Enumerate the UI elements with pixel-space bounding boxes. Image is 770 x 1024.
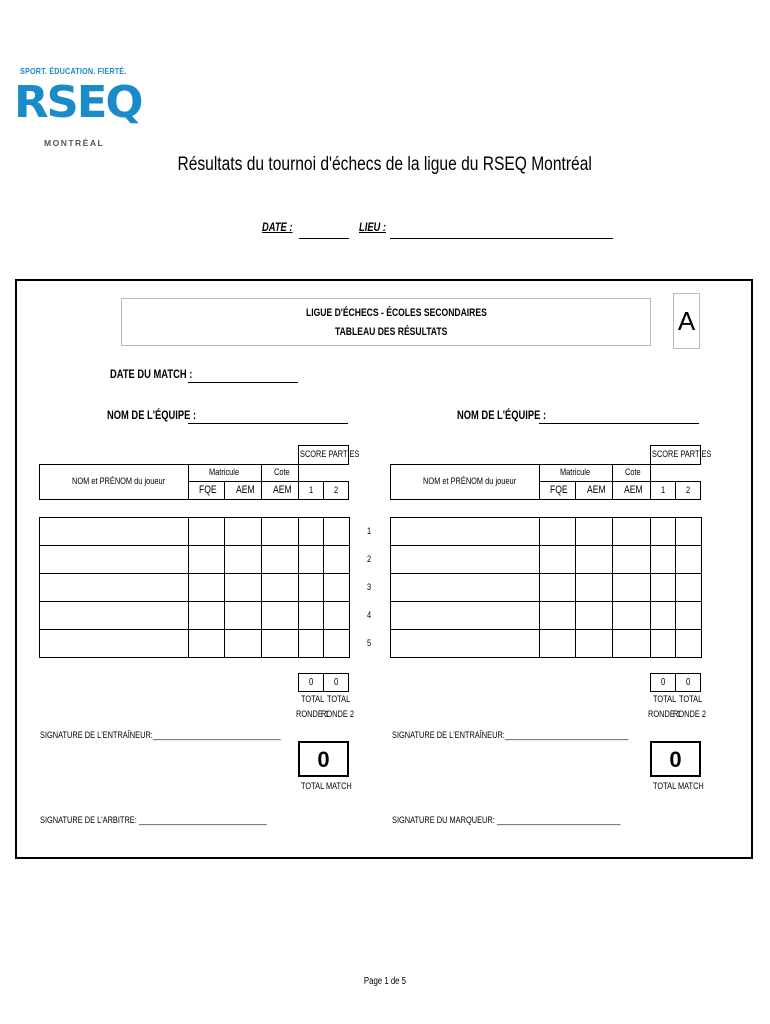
score-header-right: SCORE PARTIES (650, 445, 701, 465)
total-label-left-2: TOTAL (327, 694, 351, 705)
left-grid-cell[interactable] (224, 573, 262, 602)
team-label-right: NOM DE L'ÉQUIPE : (457, 408, 547, 422)
left-grid-cell[interactable] (298, 601, 324, 630)
round2-header-right: 2 (675, 481, 701, 500)
left-grid-cell[interactable] (39, 629, 189, 658)
right-grid-cell[interactable] (539, 573, 576, 602)
right-grid-cell[interactable] (650, 517, 676, 546)
match-total-right: 0 (650, 741, 701, 777)
right-grid-cell[interactable] (675, 629, 702, 658)
right-grid-cell[interactable] (612, 573, 651, 602)
cote-header-left: Cote (261, 464, 299, 482)
left-grid-cell[interactable] (323, 573, 350, 602)
score-header-left: SCORE PARTIES (298, 445, 349, 465)
left-grid-cell[interactable] (39, 573, 189, 602)
player-col-header-left: NOM et PRÉNOM du joueur (39, 464, 189, 500)
board-number: 5 (367, 638, 372, 649)
right-grid-cell[interactable] (675, 573, 702, 602)
round2-header-left: 2 (323, 481, 349, 500)
total-ronde1-right: 0 (650, 673, 676, 692)
league-line-1: LIGUE D'ÉCHECS - ÉCOLES SECONDAIRES (306, 307, 487, 319)
matricule-header-right: Matricule (539, 464, 613, 482)
left-grid-cell[interactable] (224, 517, 262, 546)
league-line-2: TABLEAU DES RÉSULTATS (335, 326, 448, 338)
left-grid-cell[interactable] (323, 517, 350, 546)
right-grid-cell[interactable] (675, 601, 702, 630)
right-grid-cell[interactable] (575, 517, 613, 546)
ronde1-label-right: RONDE 1 (648, 709, 681, 720)
left-grid-cell[interactable] (298, 545, 324, 574)
total-ronde2-left: 0 (323, 673, 349, 692)
aem2-header-right: AEM (612, 481, 651, 500)
right-grid-cell[interactable] (675, 545, 702, 574)
page-title: Résultats du tournoi d'échecs de la ligue du RSEQ Montréal (177, 154, 593, 175)
date-label: DATE : (262, 220, 293, 234)
right-grid-cell[interactable] (612, 545, 651, 574)
rseq-logo (14, 64, 142, 154)
left-grid-cell[interactable] (261, 629, 299, 658)
right-grid-cell[interactable] (612, 601, 651, 630)
match-date-field[interactable] (188, 382, 298, 383)
matricule-header-left: Matricule (188, 464, 262, 482)
board-number: 3 (367, 582, 372, 593)
left-grid-cell[interactable] (298, 517, 324, 546)
right-grid-cell[interactable] (650, 601, 676, 630)
date-field[interactable] (299, 238, 349, 239)
aem-header-right: AEM (575, 481, 613, 500)
left-grid-cell[interactable] (323, 629, 350, 658)
match-total-left: 0 (298, 741, 349, 777)
section-letter: A (673, 293, 700, 349)
right-grid-cell[interactable] (390, 629, 540, 658)
right-grid-cell[interactable] (390, 517, 540, 546)
ronde2-label-right: RONDE 2 (673, 709, 706, 720)
right-grid-cell[interactable] (650, 573, 676, 602)
total-label-left-1: TOTAL (301, 694, 325, 705)
left-grid-cell[interactable] (39, 601, 189, 630)
left-grid-cell[interactable] (188, 629, 225, 658)
left-grid-cell[interactable] (298, 629, 324, 658)
left-grid-cell[interactable] (39, 517, 189, 546)
cote-header-right: Cote (612, 464, 651, 482)
left-grid-cell[interactable] (188, 573, 225, 602)
left-grid-cell[interactable] (261, 517, 299, 546)
ronde2-label-left: RONDE 2 (321, 709, 354, 720)
right-grid-cell[interactable] (539, 629, 576, 658)
right-grid-cell[interactable] (575, 545, 613, 574)
team-field-right[interactable] (539, 423, 699, 424)
scorer-signature[interactable]: SIGNATURE DU MARQUEUR: ______________________________ (392, 815, 621, 826)
right-grid-cell[interactable] (390, 545, 540, 574)
right-grid-cell[interactable] (575, 573, 613, 602)
coach-signature-right[interactable]: SIGNATURE DE L'ENTRAÎNEUR:______________________________ (392, 730, 629, 741)
match-date-label: DATE DU MATCH : (110, 367, 193, 381)
ronde1-label-left: RONDE 1 (296, 709, 329, 720)
left-grid-cell[interactable] (261, 545, 299, 574)
team-label-left: NOM DE L'ÉQUIPE : (107, 408, 197, 422)
total-ronde2-right: 0 (675, 673, 701, 692)
aem-header-left: AEM (224, 481, 262, 500)
league-header-box (121, 298, 651, 346)
right-grid-cell[interactable] (675, 517, 702, 546)
round1-header-right: 1 (650, 481, 676, 500)
right-grid-cell[interactable] (539, 517, 576, 546)
left-grid-cell[interactable] (188, 517, 225, 546)
right-grid-cell[interactable] (575, 601, 613, 630)
left-grid-cell[interactable] (224, 629, 262, 658)
coach-signature-left[interactable]: SIGNATURE DE L'ENTRAÎNEUR:_______________________________ (40, 730, 281, 741)
page-number: Page 1 de 5 (363, 976, 407, 987)
left-grid-cell[interactable] (298, 573, 324, 602)
total-label-right-1: TOTAL (653, 694, 677, 705)
lieu-field[interactable] (390, 238, 613, 239)
right-grid-cell[interactable] (539, 601, 576, 630)
left-grid-cell[interactable] (188, 545, 225, 574)
fqe-header-left: FQE (188, 481, 225, 500)
right-grid-cell[interactable] (390, 573, 540, 602)
referee-signature[interactable]: SIGNATURE DE L'ARBITRE: _______________________________ (40, 815, 267, 826)
aem2-header-left: AEM (261, 481, 299, 500)
total-label-right-2: TOTAL (679, 694, 703, 705)
right-grid-cell[interactable] (612, 629, 651, 658)
left-grid-cell[interactable] (323, 545, 350, 574)
right-grid-cell[interactable] (390, 601, 540, 630)
left-grid-cell[interactable] (323, 601, 350, 630)
board-number: 1 (367, 526, 372, 537)
right-grid-cell[interactable] (650, 545, 676, 574)
left-grid-cell[interactable] (261, 573, 299, 602)
total-match-label-left: TOTAL MATCH (301, 781, 352, 792)
left-grid-cell[interactable] (188, 601, 225, 630)
right-grid-cell[interactable] (539, 545, 576, 574)
lieu-label: LIEU : (359, 220, 387, 234)
board-number: 2 (367, 554, 372, 565)
total-match-label-right: TOTAL MATCH (653, 781, 704, 792)
right-grid-cell[interactable] (612, 517, 651, 546)
left-grid-cell[interactable] (224, 601, 262, 630)
team-field-left[interactable] (188, 423, 348, 424)
right-grid-cell[interactable] (575, 629, 613, 658)
round1-header-left: 1 (298, 481, 324, 500)
logo-city: MONTRÉAL (44, 138, 105, 148)
total-ronde1-left: 0 (298, 673, 324, 692)
left-grid-cell[interactable] (224, 545, 262, 574)
logo-wordmark: RSEQ (14, 77, 142, 128)
fqe-header-right: FQE (539, 481, 576, 500)
player-col-header-right: NOM et PRÉNOM du joueur (390, 464, 540, 500)
left-grid-cell[interactable] (261, 601, 299, 630)
board-number: 4 (367, 610, 372, 621)
right-grid-cell[interactable] (650, 629, 676, 658)
left-grid-cell[interactable] (39, 545, 189, 574)
logo-tagline: SPORT. ÉDUCATION. FIERTÉ. (20, 66, 127, 76)
